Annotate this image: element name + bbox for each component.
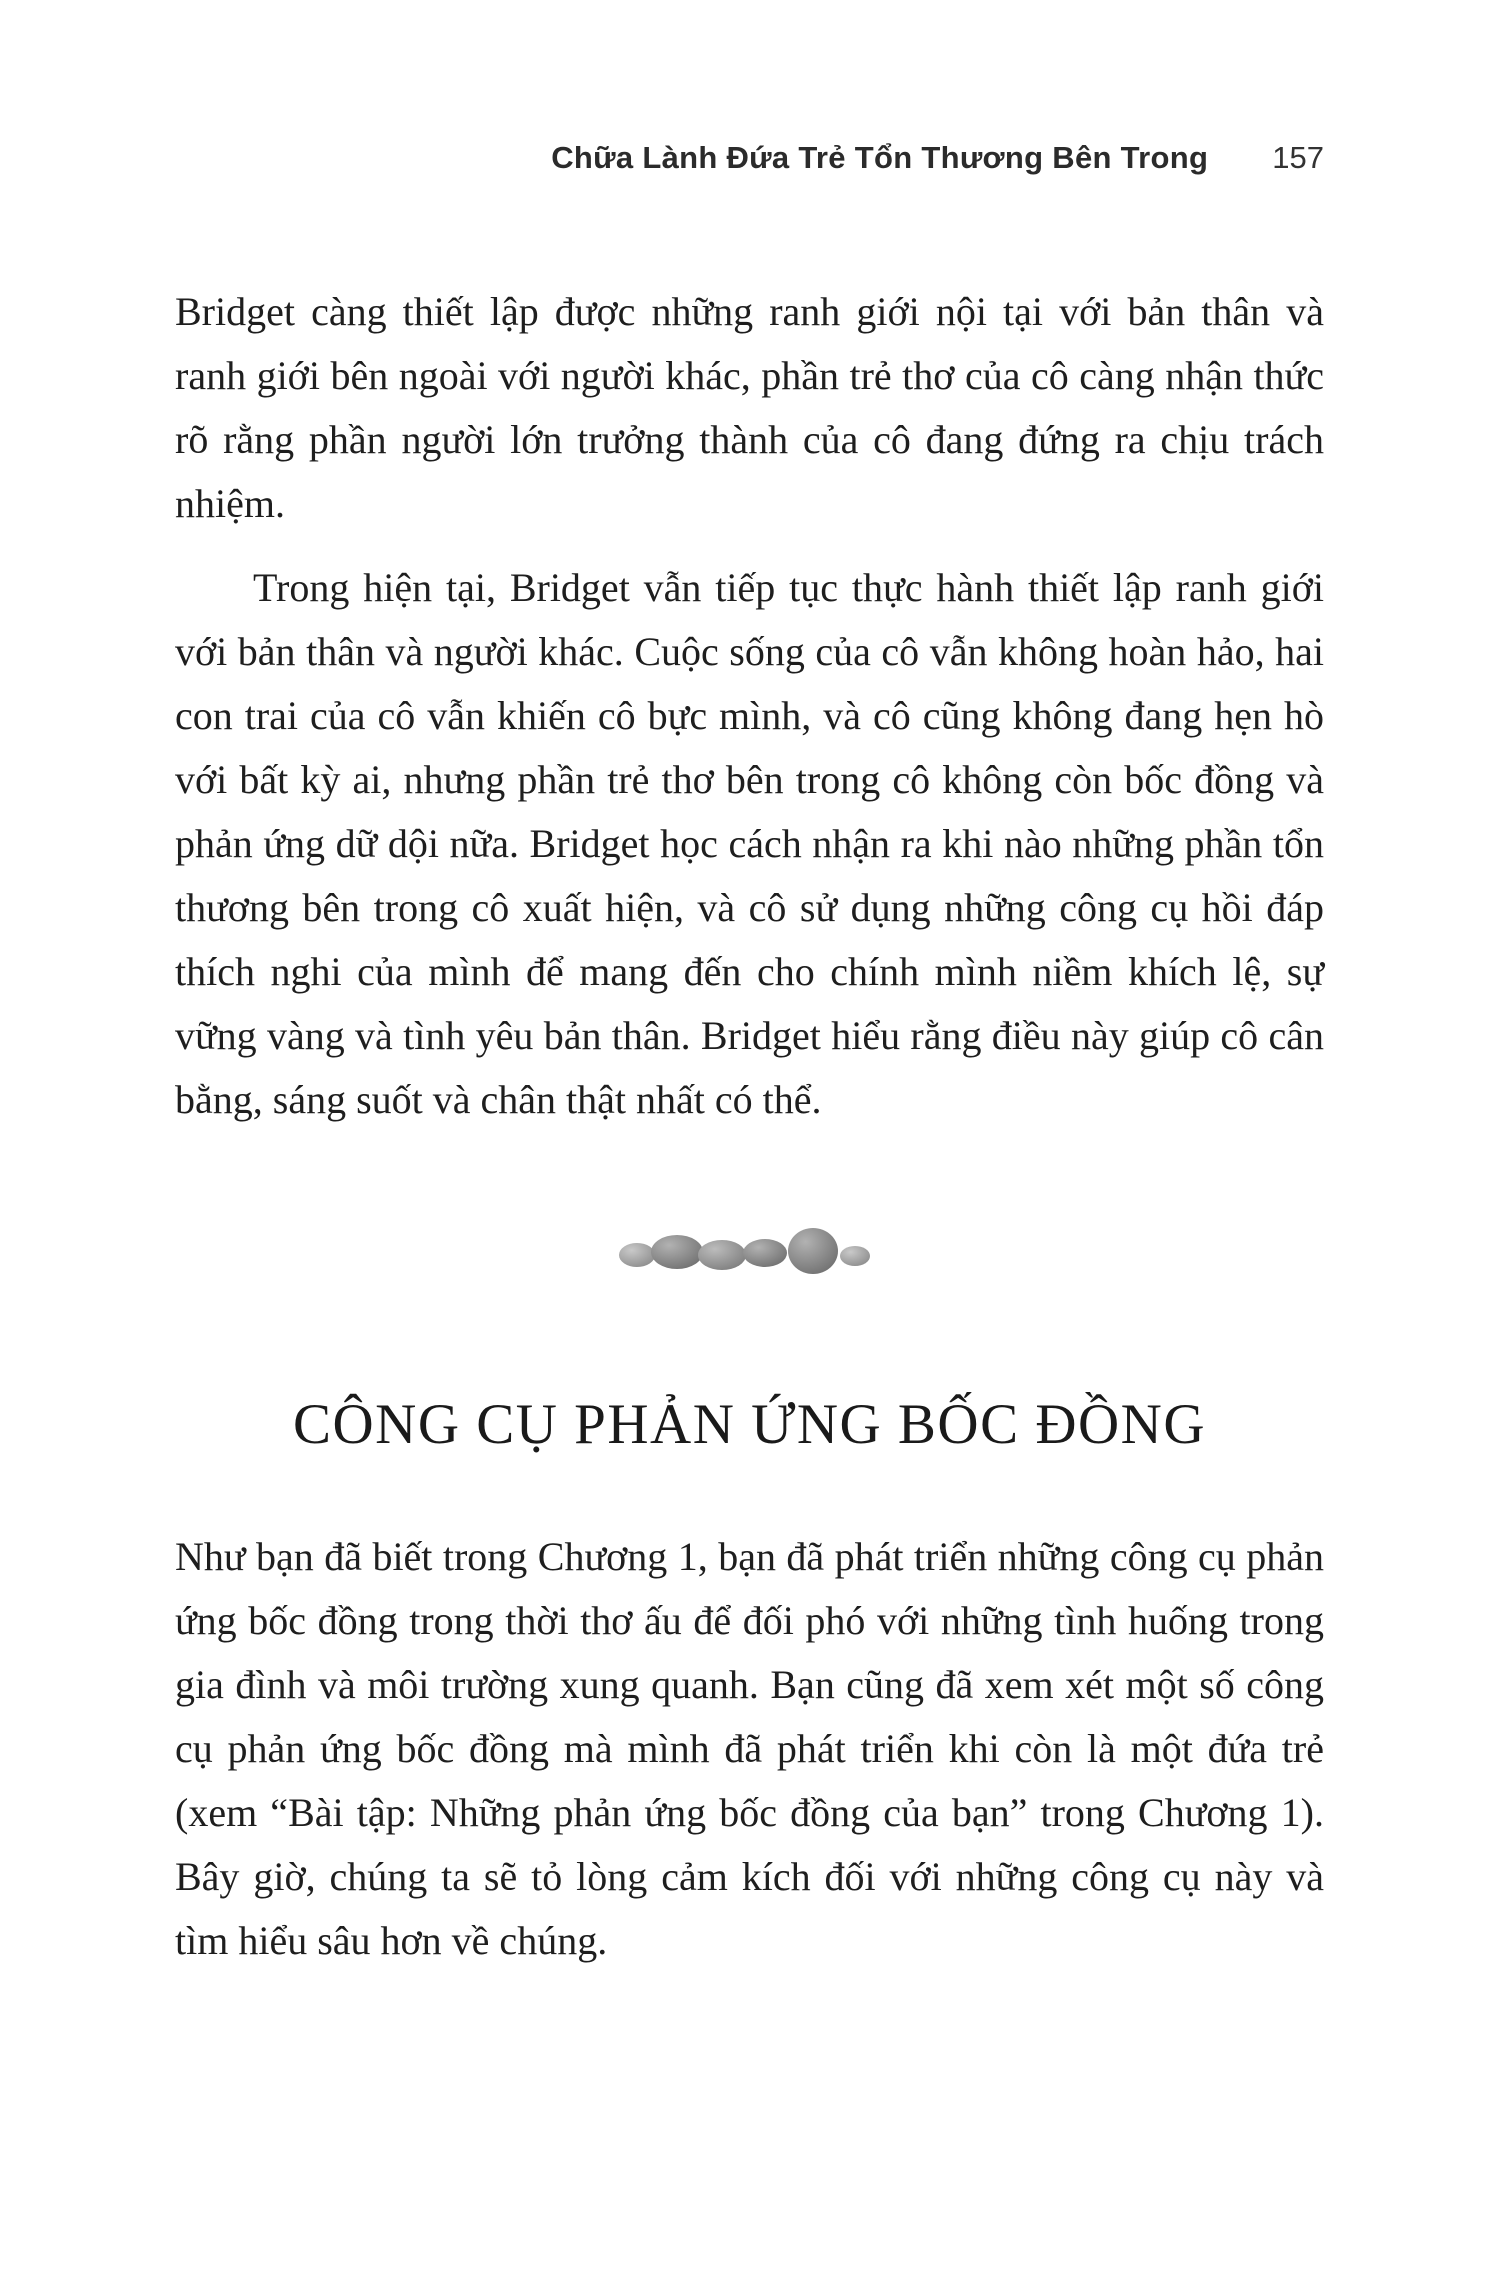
running-head-title: Chữa Lành Đứa Trẻ Tổn Thương Bên Trong [551, 140, 1209, 175]
paragraph-1: Bridget càng thiết lập được những ranh giới nội tại với bản thân và ranh giới bên ngoài với người khác, phần trẻ thơ của cô càng nhận thức rõ rằng phần người lớn trưởng thành của cô đang đứng ra chịu trách nhiệm. [175, 289, 1324, 526]
pebbles-icon [615, 1224, 885, 1280]
page-number: 157 [1272, 140, 1324, 175]
paragraph-2: Trong hiện tại, Bridget vẫn tiếp tục thực hành thiết lập ranh giới với bản thân và người khác. Cuộc sống của cô vẫn không hoàn hảo, hai con trai của cô vẫn khiến cô bực mình, và cô cũng không đang hẹn hò với bất kỳ ai, nhưng phần trẻ thơ bên trong cô không còn bốc đồng và phản ứng dữ dội nữa. Bridget học cách nhận ra khi nào những phần tổn thương bên trong cô xuất hiện, và cô sử dụng những công cụ hồi đáp thích nghi của mình để mang đến cho chính mình niềm khích lệ, sự vững vàng và tình yêu bản thân. Bridget hiểu rằng điều này giúp cô cân bằng, sáng suốt và chân thật nhất có thể. [175, 565, 1324, 1122]
pebbles-divider [175, 1224, 1324, 1280]
section-heading: CÔNG CỤ PHẢN ỨNG BỐC ĐỒNG [292, 1393, 1207, 1456]
paragraph-3: Như bạn đã biết trong Chương 1, bạn đã phát triển những công cụ phản ứng bốc đồng trong thời thơ ấu để đối phó với những tình huống trong gia đình và môi trường xung quanh. Bạn cũng đã xem xét một số công cụ phản ứng bốc đồng mà mình đã phát triển khi còn là một đứa trẻ (xem “Bài tập: Những phản ứng bốc đồng của bạn” trong Chương 1). Bây giờ, chúng ta sẽ tỏ lòng cảm kích đối với những công cụ này và tìm hiểu sâu hơn về chúng. [175, 1534, 1324, 1963]
running-header [175, 140, 1324, 176]
